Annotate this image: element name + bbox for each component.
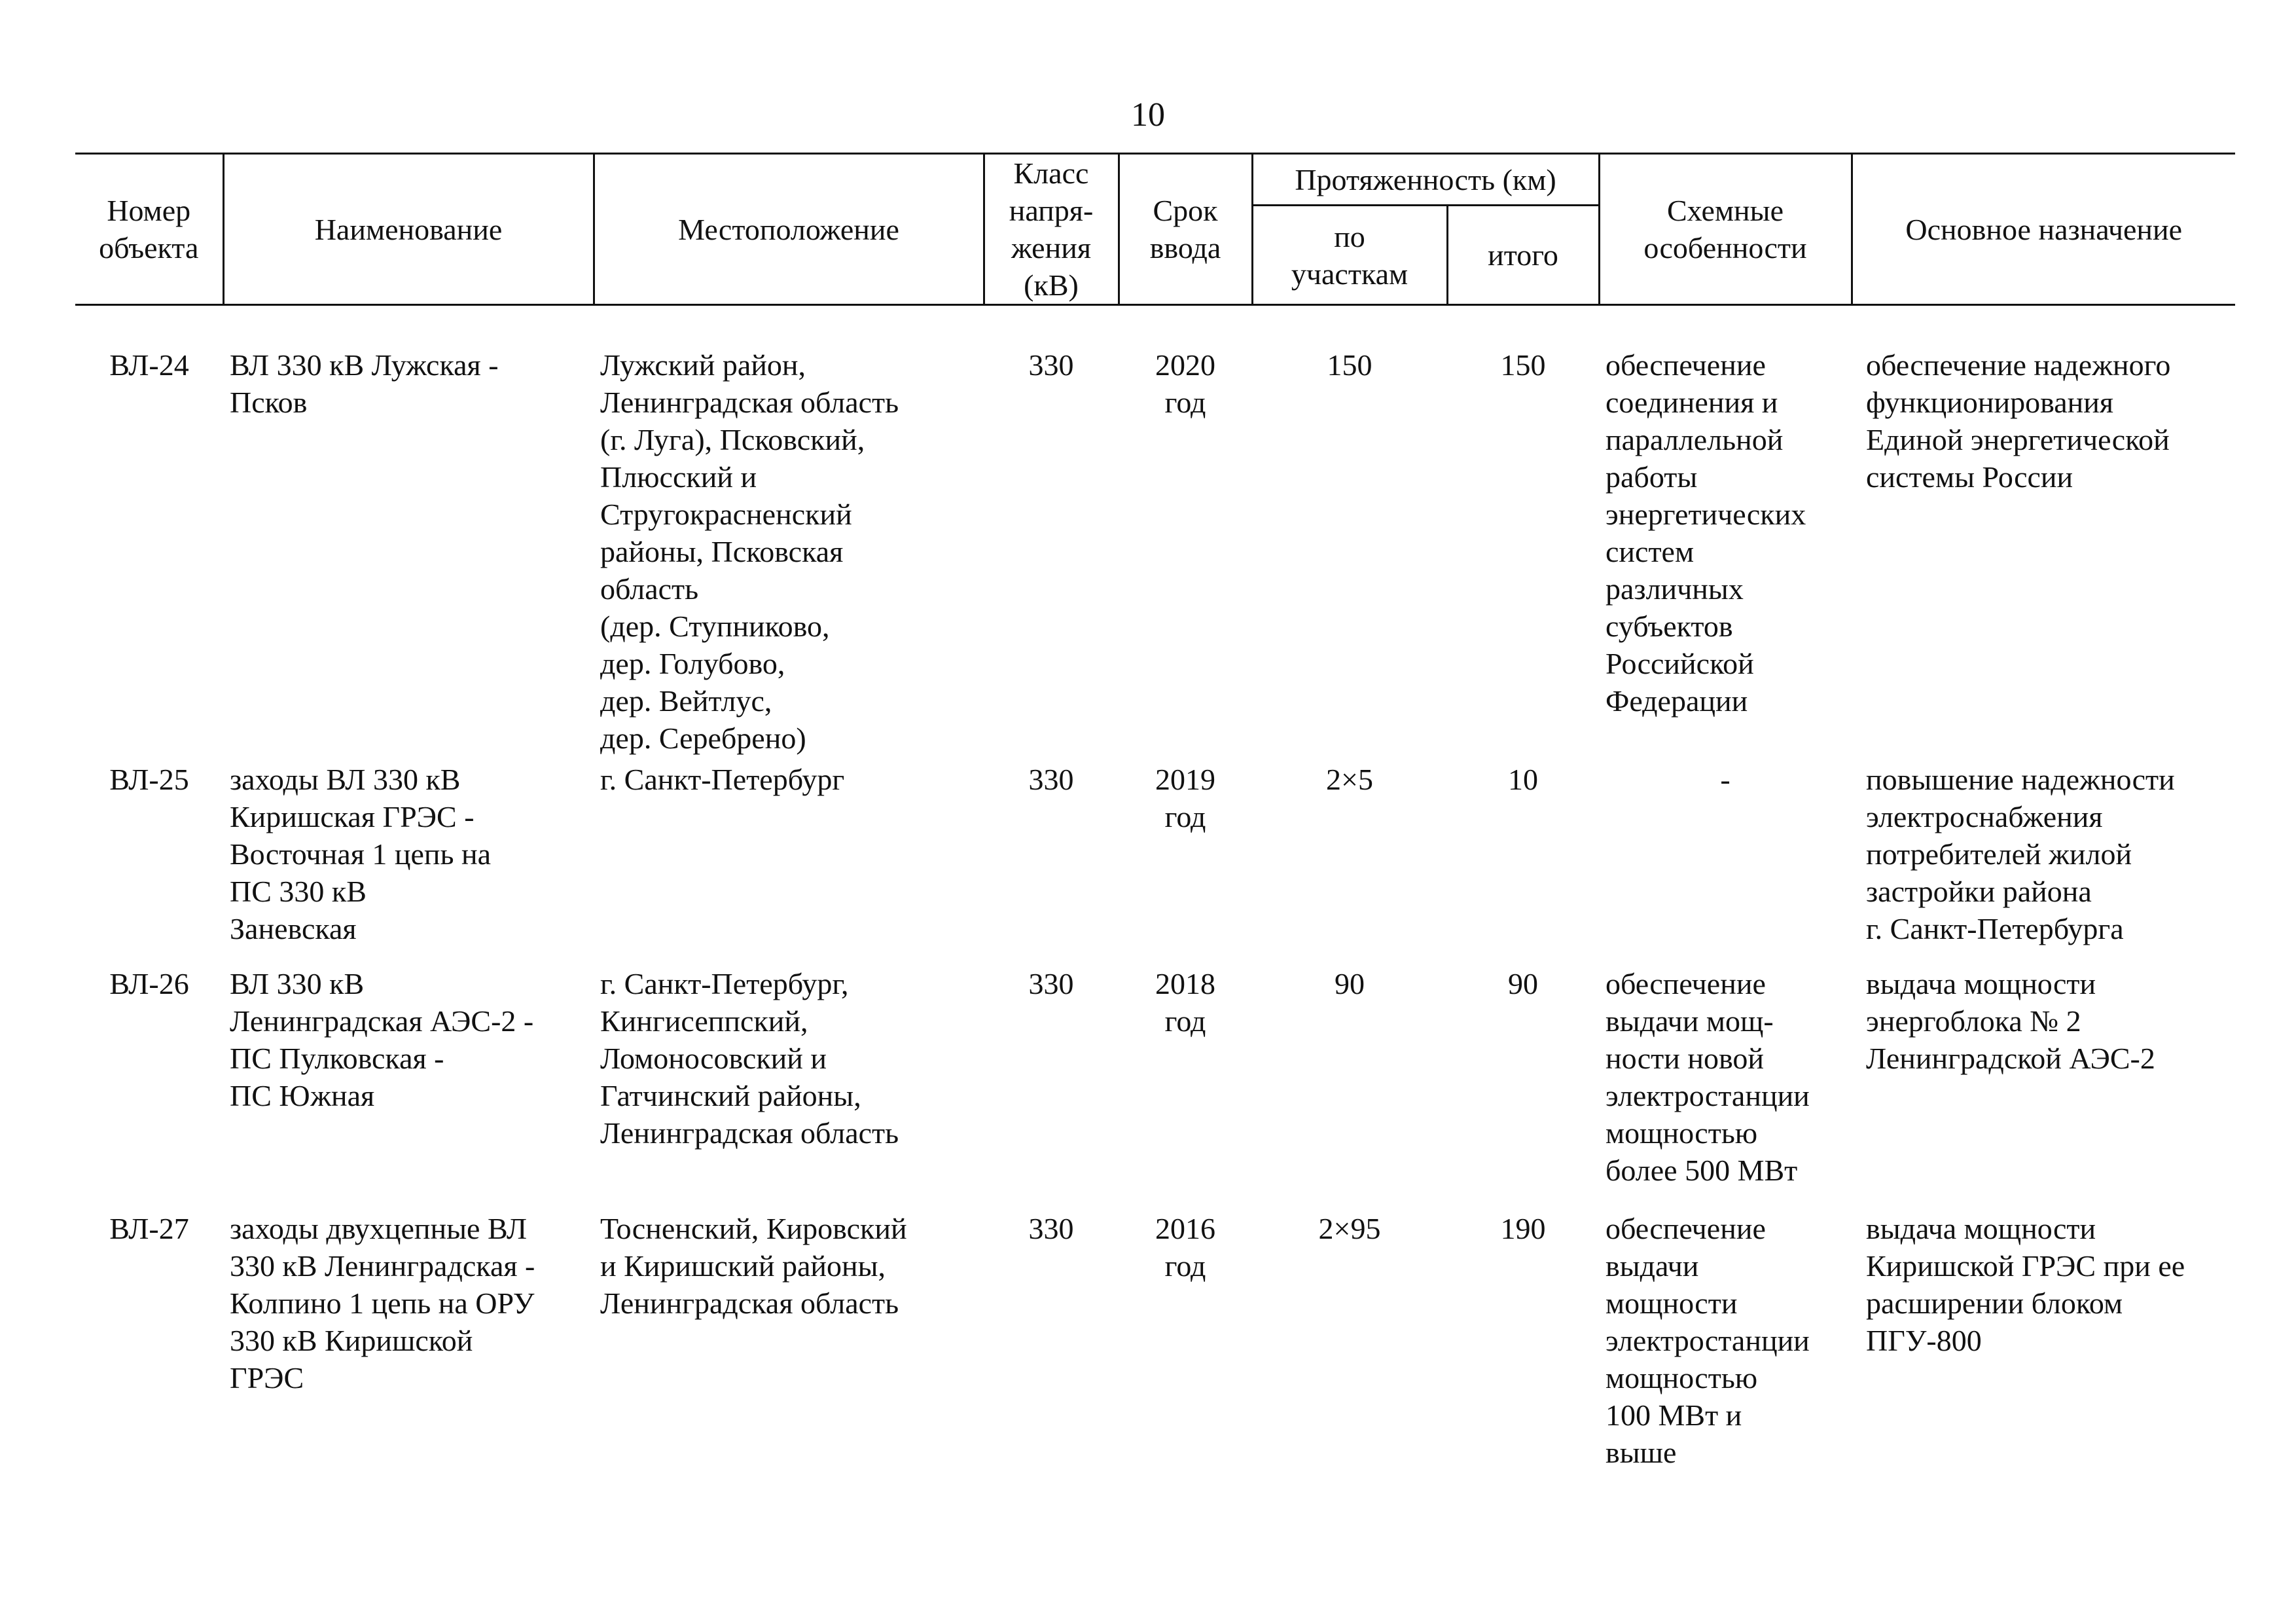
cell-length-total: 10 [1508, 763, 1538, 796]
header-commissioning: Срок ввода [1119, 154, 1252, 305]
cell-length-sections: 150 [1327, 348, 1372, 382]
cell-main-purpose: обеспечение надежного функционирования Единой энергетической системы России [1866, 348, 2171, 494]
cell-object-id: ВЛ-26 [109, 967, 189, 1000]
cell-location: Тосненский, Кировский и Киришский районы, Ленинградская область [600, 1212, 907, 1320]
cell-object-id: ВЛ-27 [109, 1212, 189, 1245]
table-row [75, 965, 2235, 1210]
cell-year: 2016 год [1155, 1212, 1215, 1283]
cell-scheme-features: обеспечение соединения и параллельной работы энергетических систем различных субъектов Российской Федерации [1605, 348, 1806, 718]
cell-voltage: 330 [1028, 967, 1074, 1000]
header-length-group: Протяженность (км) [1252, 154, 1599, 206]
table-body [75, 305, 2235, 1476]
cell-length-total: 150 [1500, 348, 1546, 382]
cell-location: г. Санкт-Петербург, Кингисеппский, Ломоносовский и Гатчинский районы, Ленинградская область [600, 967, 899, 1150]
table-header [75, 154, 2235, 305]
cell-name: ВЛ 330 кВ Лужская - Псков [230, 348, 499, 419]
header-main-purpose: Основное назначение [1852, 154, 2235, 305]
cell-scheme-features: обеспечение выдачи мощности электростанции мощностью 100 МВт и выше [1605, 1212, 1810, 1469]
cell-length-sections: 2×95 [1318, 1212, 1381, 1245]
cell-year: 2020 год [1155, 348, 1215, 419]
header-object-number: Номер объекта [75, 154, 223, 305]
cell-object-id: ВЛ-25 [109, 763, 189, 796]
table-row [75, 1210, 2235, 1475]
table-row [75, 761, 2235, 965]
cell-length-total: 90 [1508, 967, 1538, 1000]
cell-location: Лужский район, Ленинградская область (г. Луга), Псковский, Плюсский и Стругокрасненский районы, Псковская область (дер. Ступниково, дер. Голубово, дер. Вейтлус, дер. Серебрено) [600, 348, 899, 755]
cell-main-purpose: выдача мощности энергоблока № 2 Ленинградской АЭС-2 [1866, 967, 2155, 1075]
header-location: Местоположение [594, 154, 984, 305]
cell-length-total: 190 [1500, 1212, 1546, 1245]
cell-main-purpose: выдача мощности Киришской ГРЭС при ее расширении блоком ПГУ-800 [1866, 1212, 2185, 1357]
cell-length-sections: 2×5 [1326, 763, 1373, 796]
cell-object-id: ВЛ-24 [109, 348, 189, 382]
header-length-sections: по участкам [1252, 206, 1447, 305]
cell-voltage: 330 [1028, 763, 1074, 796]
header-voltage-class: Класс напря- жения (кВ) [984, 154, 1119, 305]
cell-location: г. Санкт-Петербург [600, 763, 845, 796]
objects-table [75, 153, 2235, 1475]
cell-year: 2018 год [1155, 967, 1215, 1038]
table-row [75, 346, 2235, 761]
cell-name: заходы двухцепные ВЛ 330 кВ Ленинградская - Колпино 1 цепь на ОРУ 330 кВ Киришской ГРЭС [230, 1212, 535, 1395]
header-scheme-features: Схемные особенности [1599, 154, 1852, 305]
cell-year: 2019 год [1155, 763, 1215, 833]
cell-scheme-features: обеспечение выдачи мощ- ности новой электростанции мощностью более 500 МВт [1605, 967, 1810, 1187]
cell-scheme-features: - [1720, 763, 1731, 796]
header-length-total: итого [1447, 206, 1599, 305]
cell-length-sections: 90 [1335, 967, 1365, 1000]
cell-voltage: 330 [1028, 1212, 1074, 1245]
cell-name: заходы ВЛ 330 кВ Киришская ГРЭС - Восточная 1 цепь на ПС 330 кВ Заневская [230, 763, 492, 945]
cell-name: ВЛ 330 кВ Ленинградская АЭС-2 - ПС Пулковская - ПС Южная [230, 967, 534, 1112]
header-name: Наименование [223, 154, 594, 305]
cell-main-purpose: повышение надежности электроснабжения потребителей жилой застройки района г. Санкт-Петербурга [1866, 763, 2175, 945]
page-number: 10 [1131, 96, 1165, 134]
cell-voltage: 330 [1028, 348, 1074, 382]
